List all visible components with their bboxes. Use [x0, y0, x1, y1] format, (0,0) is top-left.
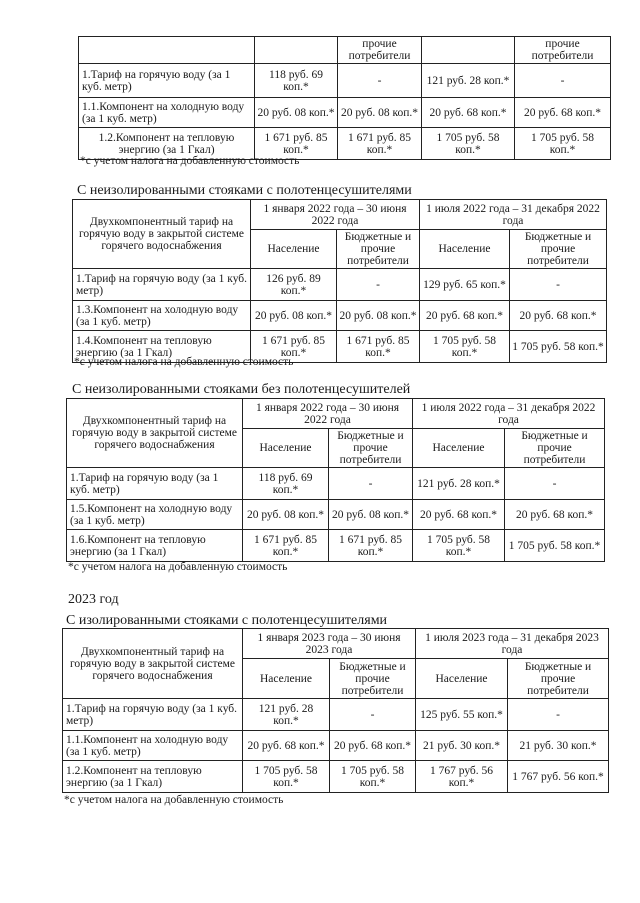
period-header: 1 июля 2022 года – 31 декабря 2022 года [413, 399, 605, 429]
row-label: 1.Тариф на горячую воду (за 1 куб. метр) [63, 699, 243, 731]
table-row [73, 301, 607, 331]
row-label: 1.3.Компонент на холодную воду (за 1 куб. метр) [73, 301, 251, 331]
value-cell: 118 руб. 69 коп.* [255, 64, 338, 98]
value-cell: 1 671 руб. 85 коп.* [255, 128, 338, 160]
table-title-cell: Двухкомпонентный тариф на горячую воду в закрытой системе горячего водоснабжения [73, 200, 251, 269]
table-header-row [79, 37, 611, 64]
table-row [67, 468, 605, 500]
footnote: *с учетом налога на добавленную стоимость [64, 794, 284, 806]
value-cell: 1 705 руб. 58 коп.* [330, 761, 416, 793]
value-cell: 1 705 руб. 58 коп.* [510, 331, 607, 363]
value-cell: 1 671 руб. 85 коп.* [243, 530, 329, 562]
subheader-cell: Население [416, 659, 508, 699]
value-cell: 1 705 руб. 58 коп.* [505, 530, 605, 562]
value-cell: 129 руб. 65 коп.* [420, 269, 510, 301]
value-cell: 121 руб. 28 коп.* [243, 699, 330, 731]
header-cell [255, 37, 338, 64]
table-header-row [67, 399, 605, 429]
value-cell: 1 767 руб. 56 коп.* [508, 761, 609, 793]
value-cell: 1 705 руб. 58 коп.* [420, 331, 510, 363]
header-cell: прочие потребители [515, 37, 611, 64]
table-header-row [63, 629, 609, 659]
value-cell: 20 руб. 08 коп.* [255, 98, 338, 128]
row-label: 1.Тариф на горячую воду (за 1 куб. метр) [67, 468, 243, 500]
subheader-cell: Население [243, 429, 329, 468]
value-cell: 20 руб. 68 коп.* [330, 731, 416, 761]
value-cell: 20 руб. 68 коп.* [510, 301, 607, 331]
value-cell: 20 руб. 68 коп.* [515, 98, 611, 128]
year-heading: 2023 год [68, 592, 119, 607]
value-cell: 118 руб. 69 коп.* [243, 468, 329, 500]
tariff-table-3 [66, 398, 605, 562]
value-cell: - [510, 269, 607, 301]
value-cell: 121 руб. 28 коп.* [413, 468, 505, 500]
tariff-table-1 [78, 36, 611, 160]
table-row [79, 98, 611, 128]
value-cell: 121 руб. 28 коп.* [422, 64, 515, 98]
value-cell: - [508, 699, 609, 731]
subheader-cell: Бюджетные и прочие потребители [330, 659, 416, 699]
value-cell: 1 705 руб. 58 коп.* [515, 128, 611, 160]
value-cell: 20 руб. 68 коп.* [505, 500, 605, 530]
footnote: *с учетом налога на добавленную стоимость [68, 561, 288, 573]
value-cell: 20 руб. 08 коп.* [243, 500, 329, 530]
value-cell: 1 767 руб. 56 коп.* [416, 761, 508, 793]
row-label: 1.5.Компонент на холодную воду (за 1 куб. метр) [67, 500, 243, 530]
value-cell: - [338, 64, 422, 98]
value-cell: 125 руб. 55 коп.* [416, 699, 508, 731]
tariff-table-2 [72, 199, 607, 363]
table-row [73, 269, 607, 301]
header-cell [79, 37, 255, 64]
header-cell [422, 37, 515, 64]
section-heading: С изолированными стояками с полотенцесушителями [66, 613, 388, 628]
value-cell: 20 руб. 08 коп.* [329, 500, 413, 530]
row-label: 1.Тариф на горячую воду (за 1 куб. метр) [79, 64, 255, 98]
table-row [63, 699, 609, 731]
period-header: 1 января 2022 года – 30 июня 2022 года [243, 399, 413, 429]
header-cell: прочие потребители [338, 37, 422, 64]
value-cell: 126 руб. 89 коп.* [251, 269, 337, 301]
value-cell: - [337, 269, 420, 301]
subheader-cell: Население [413, 429, 505, 468]
value-cell: - [515, 64, 611, 98]
value-cell: 20 руб. 68 коп.* [420, 301, 510, 331]
value-cell: 20 руб. 08 коп.* [251, 301, 337, 331]
value-cell: 1 671 руб. 85 коп.* [338, 128, 422, 160]
value-cell: 21 руб. 30 коп.* [508, 731, 609, 761]
value-cell: 21 руб. 30 коп.* [416, 731, 508, 761]
table-row [67, 530, 605, 562]
value-cell: 1 671 руб. 85 коп.* [329, 530, 413, 562]
section-heading: С неизолированными стояками без полотенцесушителей [72, 382, 411, 397]
value-cell: 20 руб. 68 коп.* [413, 500, 505, 530]
period-header: 1 января 2023 года – 30 июня 2023 года [243, 629, 416, 659]
row-label: 1.Тариф на горячую воду (за 1 куб. метр) [73, 269, 251, 301]
value-cell: 1 705 руб. 58 коп.* [243, 761, 330, 793]
value-cell: 1 671 руб. 85 коп.* [251, 331, 337, 363]
value-cell: 20 руб. 68 коп.* [243, 731, 330, 761]
subheader-cell: Население [420, 230, 510, 269]
table-header-row [73, 200, 607, 230]
table-title-cell: Двухкомпонентный тариф на горячую воду в закрытой системе горячего водоснабжения [67, 399, 243, 468]
footnote: *с учетом налога на добавленную стоимость [80, 155, 300, 167]
row-label: 1.6.Компонент на тепловую энергию (за 1 Гкал) [67, 530, 243, 562]
subheader-cell: Бюджетные и прочие потребители [510, 230, 607, 269]
table-row [67, 500, 605, 530]
subheader-cell: Бюджетные и прочие потребители [505, 429, 605, 468]
table-row [63, 731, 609, 761]
period-header: 1 июля 2022 года – 31 декабря 2022 года [420, 200, 607, 230]
value-cell: 1 705 руб. 58 коп.* [413, 530, 505, 562]
row-label: 1.1.Компонент на холодную воду (за 1 куб. метр) [63, 731, 243, 761]
table-row [63, 761, 609, 793]
subheader-cell: Бюджетные и прочие потребители [508, 659, 609, 699]
period-header: 1 января 2022 года – 30 июня 2022 года [251, 200, 420, 230]
value-cell: - [330, 699, 416, 731]
period-header: 1 июля 2023 года – 31 декабря 2023 года [416, 629, 609, 659]
value-cell: 1 671 руб. 85 коп.* [337, 331, 420, 363]
row-label: 1.1.Компонент на холодную воду (за 1 куб. метр) [79, 98, 255, 128]
tariff-table-4 [62, 628, 609, 793]
subheader-cell: Бюджетные и прочие потребители [329, 429, 413, 468]
value-cell: 20 руб. 68 коп.* [422, 98, 515, 128]
value-cell: - [505, 468, 605, 500]
value-cell: 1 705 руб. 58 коп.* [422, 128, 515, 160]
table-row [79, 64, 611, 98]
row-label: 1.2.Компонент на тепловую энергию (за 1 Гкал) [79, 128, 255, 160]
table-title-cell: Двухкомпонентный тариф на горячую воду в закрытой системе горячего водоснабжения [63, 629, 243, 699]
footnote: *с учетом налога на добавленную стоимость [74, 356, 294, 368]
subheader-cell: Население [243, 659, 330, 699]
value-cell: 20 руб. 08 коп.* [337, 301, 420, 331]
row-label: 1.2.Компонент на тепловую энергию (за 1 Гкал) [63, 761, 243, 793]
value-cell: - [329, 468, 413, 500]
section-heading: С неизолированными стояками с полотенцесушителями [77, 183, 412, 198]
value-cell: 20 руб. 08 коп.* [338, 98, 422, 128]
subheader-cell: Бюджетные и прочие потребители [337, 230, 420, 269]
row-label: 1.4.Компонент на тепловую энергию (за 1 Гкал) [73, 331, 251, 363]
subheader-cell: Население [251, 230, 337, 269]
